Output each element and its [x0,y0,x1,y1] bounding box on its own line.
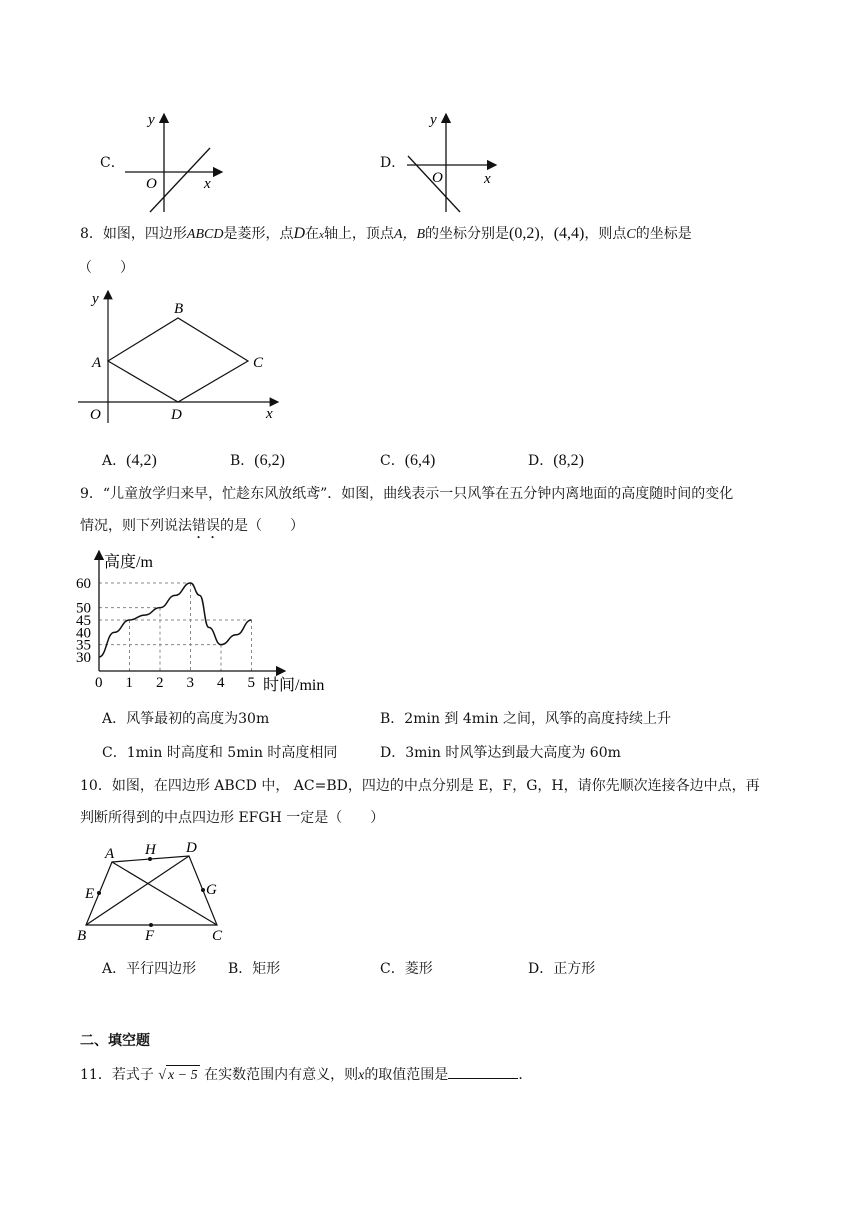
q9-stem-line2 [80,516,304,542]
option-label: D． [528,961,554,977]
option-value: (6,2) [254,452,285,469]
option-text: 3min 时风筝达到最大高度为 60m [405,745,621,761]
q9-option-d[interactable] [380,742,621,762]
q9-stem-line1 [80,484,733,504]
q9-height-time-chart [70,545,350,695]
diagonal-ac [112,862,217,925]
sqrt-radicand: x − 5 [166,1065,200,1086]
midpoint-h-label: H [145,842,156,858]
q10-quadrilateral-figure [72,836,232,946]
x-tick-label: 0 [95,675,103,691]
option-value: (8,2) [553,452,584,469]
vertex-d-label: D [171,407,182,423]
q8-rhombus-figure [76,285,286,425]
q8-text: ， [539,226,554,242]
q8-option-d[interactable] [528,450,584,470]
option-value: (4,2) [126,452,157,469]
option-label: B． [230,453,255,469]
option-label: C． [380,961,405,977]
q8-coord-a: (0,2) [509,225,540,242]
q9-text: “儿童放学归来早，忙趁东风放纸鸢”．如图，曲线表示一只风筝在五分钟内离地面的高度随时间的变化 [102,486,734,502]
q9-option-b[interactable] [380,708,671,728]
q7-option-d-label: D． [380,155,406,171]
option-text: 矩形 [252,961,281,977]
x-tick-label: 3 [186,675,194,691]
option-label: D． [380,745,406,761]
option-value: (6,4) [404,452,436,469]
x-tick-label: 4 [217,675,225,691]
y-axis-label: y [92,291,99,307]
section-title: 二、填空题 [80,1033,150,1049]
q9-text: 的是（ ） [220,518,304,534]
q11-stem [80,1064,532,1086]
option-text: 菱形 [404,961,433,977]
vertex-d-label: D [186,840,197,856]
sqrt-expression: √ x − 5 [158,1068,199,1083]
origin-label: O [432,170,443,186]
midpoint-g-label: G [206,882,217,898]
y-tick-label: 45 [76,613,91,629]
y-axis-label: y [148,112,155,128]
q8-text: 的坐标分别是 [425,226,510,242]
y-axis-label: y [430,112,437,128]
q11-number: 11． [80,1067,112,1083]
x-axis-label: x [266,406,273,422]
q9-number: 9． [80,486,103,502]
midpoint-e-label: E [85,886,95,902]
x-axis-label: x [484,171,491,187]
rhombus-abcd [108,318,248,402]
q11-variable: x [358,1068,365,1083]
q8-text: 是菱形，点 [223,226,294,242]
option-label: B． [380,711,405,727]
q10-option-c[interactable] [380,958,433,978]
x-tick-label: 2 [156,675,164,691]
x-axis-title: 时间/min [263,677,325,694]
q8-coord-b: (4,4) [553,225,585,242]
option-text: 2min 到 4min 之间，风筝的高度持续上升 [404,711,672,727]
y-tick-label: 35 [76,637,91,654]
answer-blank[interactable] [448,1064,518,1079]
q11-text: 的取值范围是 [364,1067,449,1083]
origin-label: O [146,176,157,192]
y-tick-label: 30 [76,650,91,666]
vertex-b-label: B [174,301,184,317]
midpoint-g [201,888,205,892]
q10-option-a[interactable] [102,958,196,978]
q8-text: 轴上，顶点 [323,226,394,242]
q10-number: 10． [80,778,112,794]
q9-text: 情况，则下列说法 [80,518,192,534]
q10-stem-line2: 判断所得到的中点四边形 EFGH 一定是（ ） [80,810,385,826]
option-label: C． [380,453,405,469]
y-tick-label: 50 [76,600,91,617]
q8-stem-line1 [80,224,692,245]
q11-text: 若式子 [111,1067,154,1083]
vertex-a-label: A [105,846,115,862]
origin-label: O [90,407,101,423]
q8-text: 如图，四边形 [102,226,187,242]
option-label: C． [102,745,127,761]
q8-option-a[interactable] [102,450,157,470]
option-label: A． [102,453,127,469]
q11-text: ． [518,1067,533,1083]
q8-answer-paren: （ ） [78,260,134,276]
q8-shape-name: ABCD [186,227,224,242]
q8-text: 在 [305,226,320,242]
vertex-c-label: C [253,355,264,371]
q7-option-d-graph [400,108,510,216]
q8-number: 8． [80,226,103,242]
function-line [150,148,210,212]
option-text: 正方形 [553,961,596,977]
x-tick-label: 5 [247,675,255,691]
q7-option-c-label: C． [100,155,125,171]
option-label: A． [102,711,127,727]
x-axis-label: x [204,176,211,192]
q10-option-b[interactable] [228,958,280,978]
series-line [99,583,252,657]
option-text: 1min 时高度和 5min 时高度相同 [126,745,338,761]
q10-stem-line1 [80,776,760,796]
y-tick-label: 40 [76,625,91,642]
q7-option-c-graph [118,108,228,216]
q10-option-d[interactable] [528,958,595,978]
q9-emphasis-word: 错误 [192,518,220,534]
midpoint-f [149,923,153,927]
vertex-b-label: B [77,928,87,944]
vertex-c-label: C [212,928,223,944]
q8-point-d: D [293,225,306,242]
q11-text: 在实数范围内有意义，则 [204,1067,359,1083]
option-label: D． [528,453,554,469]
diagonal-bd [86,856,189,925]
option-text: 平行四边形 [126,961,197,977]
y-axis-title: 高度/m [104,554,153,571]
vertex-a-label: A [92,355,102,371]
q8-option-c[interactable] [380,450,435,470]
q8-axis-name: x [319,229,324,241]
option-text: 风筝最初的高度为30m [126,711,270,727]
midpoint-e [97,891,101,895]
x-tick-label: 1 [125,675,133,691]
option-label: B． [228,961,253,977]
q8-option-b[interactable] [230,450,285,470]
q9-option-c[interactable] [102,742,337,762]
q8-text: 的坐标是 [635,226,692,242]
q8-point-c: C [626,227,636,242]
q9-option-a[interactable] [102,708,269,728]
quadrilateral-abcd [86,856,217,925]
q10-text: 如图，在四边形 ABCD 中， AC=BD，四边的中点分别是 E，F，G，H，请你先顺次连接各边中点，再 [111,778,760,794]
midpoint-f-label: F [145,928,155,944]
y-tick-label: 60 [76,576,91,592]
option-label: A． [102,961,127,977]
q8-points-ab: A，B [393,227,426,242]
q8-text: ，则点 [584,226,627,242]
